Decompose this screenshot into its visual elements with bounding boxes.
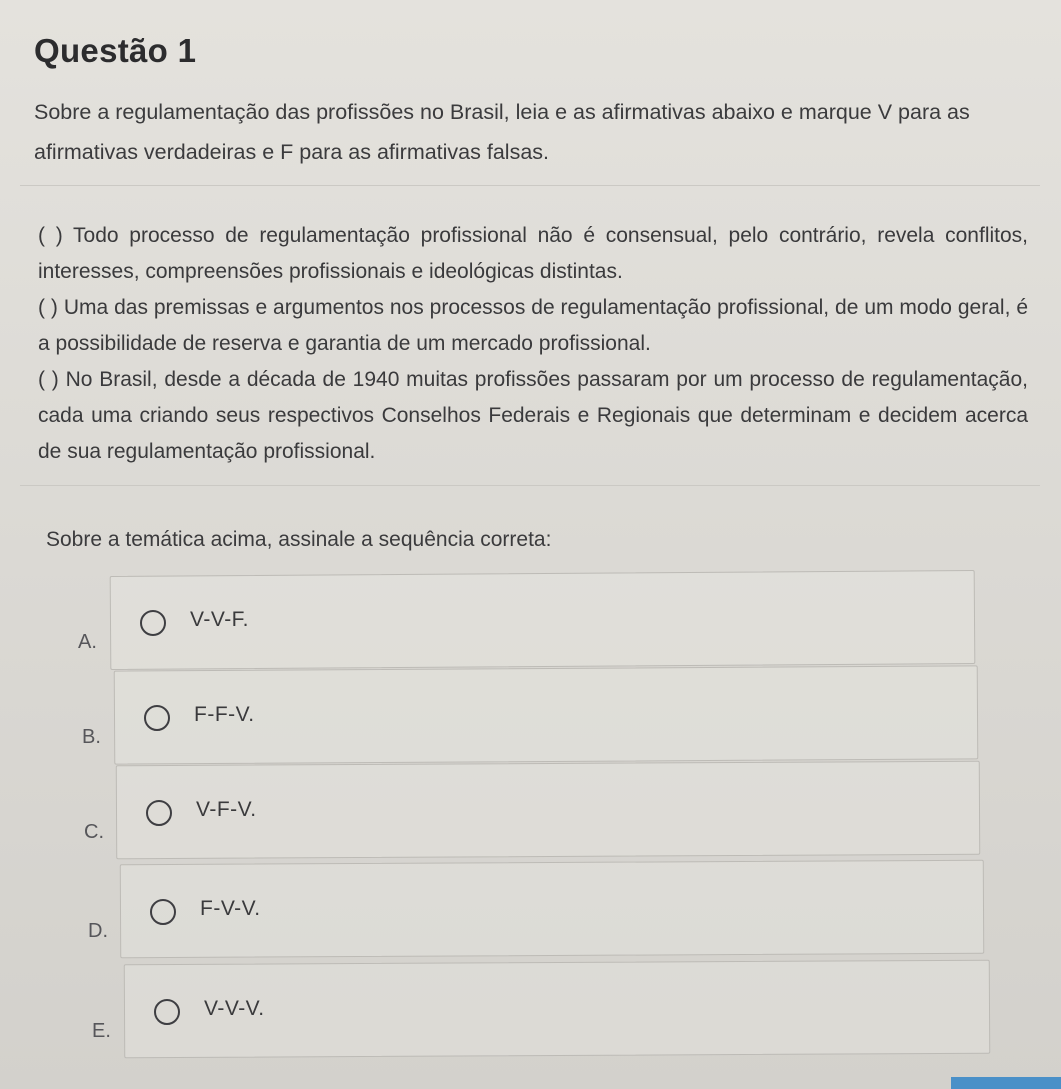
affirmation-1: ( ) Todo processo de regulamentação profissional não é consensual, pelo contrário, revela conflitos, interesses, compreensões profissionais e ideológicas distintas.	[38, 224, 1028, 283]
option-d-text: F-V-V.	[200, 897, 261, 920]
option-d-radio[interactable]	[150, 899, 176, 925]
option-a-radio[interactable]	[140, 610, 166, 636]
option-c-letter: C.	[84, 821, 104, 843]
option-b	[4, 668, 978, 760]
option-c	[6, 763, 980, 855]
option-e-letter: E.	[92, 1020, 111, 1042]
option-b-text: F-F-V.	[194, 703, 255, 726]
option-e	[14, 962, 990, 1054]
option-b-letter: B.	[82, 726, 101, 748]
affirmation-2: ( ) Uma das premissas e argumentos nos processos de regulamentação profissional, de um modo geral, é a possibilidade de reserva e garantia de um mercado profissional.	[38, 296, 1028, 355]
bottom-accent-bar	[951, 1077, 1061, 1089]
option-a	[0, 573, 975, 665]
option-e-radio[interactable]	[154, 999, 180, 1025]
option-a-letter: A.	[78, 631, 97, 653]
answer-prompt: Sobre a temática acima, assinale a sequência correta:	[46, 528, 552, 551]
option-c-radio[interactable]	[146, 800, 172, 826]
option-e-text: V-V-V.	[204, 997, 265, 1020]
option-c-text: V-F-V.	[196, 798, 257, 821]
option-d	[10, 862, 984, 954]
option-a-text: V-V-F.	[190, 608, 250, 631]
question-title: Questão 1	[34, 32, 197, 69]
question-statement: Sobre a regulamentação das profissões no Brasil, leia e as afirmativas abaixo e marque V para as afirmativas verdadeiras e F para as afirmativas falsas.	[34, 100, 970, 164]
option-b-radio[interactable]	[144, 705, 170, 731]
option-d-letter: D.	[88, 920, 108, 942]
affirmation-3: ( ) No Brasil, desde a década de 1940 muitas profissões passaram por um processo de regulamentação, cada uma criando seus respectivos Conselhos Federais e Regionais que determinam e decidem acerca de sua regulamentação profissional.	[38, 368, 1028, 463]
